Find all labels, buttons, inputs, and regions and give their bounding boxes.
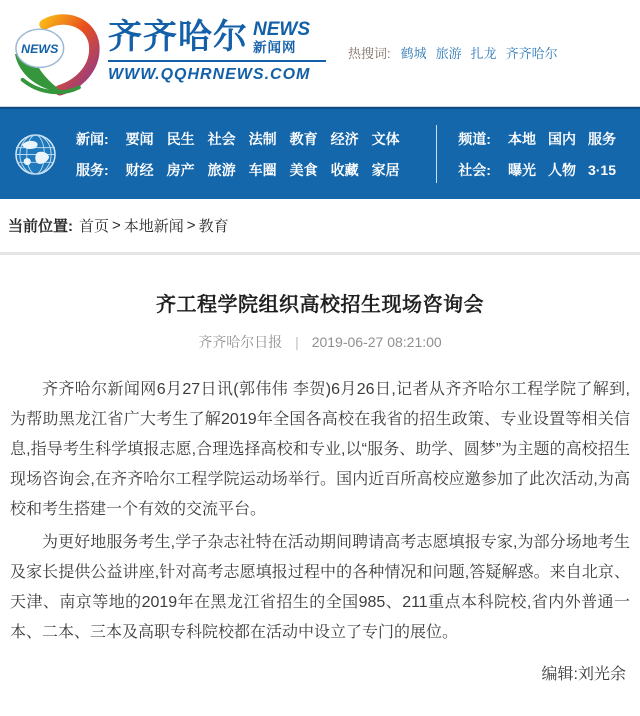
nav-item[interactable]: 服务 xyxy=(587,130,616,147)
nav-row-service xyxy=(76,160,400,180)
nav-label-channel: 频道: xyxy=(458,130,491,147)
brand-divider xyxy=(108,60,326,62)
nav-item[interactable]: 教育 xyxy=(289,130,318,147)
site-name: 齐齐哈尔 xyxy=(108,18,248,56)
nav-row-channel xyxy=(458,129,628,149)
article-title: 齐工程学院组织高校招生现场咨询会 xyxy=(156,294,484,316)
brand-block xyxy=(108,20,326,84)
breadcrumb-separator: > xyxy=(112,217,121,234)
site-suffix-cn: 新闻网 xyxy=(253,40,297,55)
globe-icon xyxy=(14,133,57,176)
site-header xyxy=(0,0,640,107)
nav-item[interactable]: 财经 xyxy=(125,161,154,178)
article-datetime: 2019-06-27 08:21:00 xyxy=(311,334,442,350)
hot-search-term[interactable]: 齐齐哈尔 xyxy=(505,46,558,61)
nav-divider xyxy=(436,125,437,183)
nav-item[interactable]: 3·15 xyxy=(587,161,616,178)
article-paragraph: 为更好地服务考生,学子杂志社特在活动期间聘请高考志愿填报专家,为部分场地考生及家长提供公益讲座,针对高考志愿填报过程中的各种情况和问题,答疑解惑。来自北京、天津、南京等地的2019年在黑龙江省招生的全国985、211重点本科院校,省内外普通一本、二本、三本及高职专科院校都在活动中设立了专门的展位。 xyxy=(10,534,630,641)
breadcrumb-separator: > xyxy=(186,217,196,234)
site-url: WWW.QQHRNEWS.COM xyxy=(108,65,311,83)
nav-row-news xyxy=(76,129,400,149)
nav-item[interactable]: 车圈 xyxy=(248,161,277,178)
article-meta xyxy=(10,332,630,352)
hot-search-term[interactable]: 扎龙 xyxy=(470,46,497,61)
nav-item[interactable]: 人物 xyxy=(547,161,576,178)
nav-item[interactable]: 社会 xyxy=(207,130,236,147)
nav-left-rows xyxy=(76,129,400,180)
nav-item[interactable]: 经济 xyxy=(330,130,359,147)
article-body xyxy=(10,375,630,648)
hot-search-term[interactable]: 旅游 xyxy=(435,46,462,61)
logo-badge-text: NEWS xyxy=(21,42,59,57)
nav-label-service: 服务: xyxy=(76,161,109,178)
site-logo[interactable] xyxy=(10,12,326,96)
nav-item[interactable]: 曝光 xyxy=(507,161,536,178)
nav-item[interactable]: 房产 xyxy=(166,161,195,178)
nav-item[interactable]: 旅游 xyxy=(207,161,236,178)
nav-item[interactable]: 国内 xyxy=(547,130,576,147)
nav-item[interactable]: 本地 xyxy=(507,130,536,147)
main-nav xyxy=(0,107,640,199)
nav-item[interactable]: 民生 xyxy=(166,130,195,147)
nav-right-group xyxy=(436,125,628,183)
nav-row-society xyxy=(458,160,628,180)
nav-item[interactable]: 文体 xyxy=(371,130,400,147)
nav-right-rows xyxy=(458,129,628,180)
breadcrumb-local-news[interactable]: 本地新闻 xyxy=(123,218,184,235)
article-editor: 编辑:刘光余 xyxy=(541,666,626,683)
breadcrumb-education[interactable]: 教育 xyxy=(198,218,229,235)
nav-item[interactable]: 家居 xyxy=(371,161,400,178)
hot-search xyxy=(348,43,567,62)
nav-label-society: 社会: xyxy=(458,161,491,178)
article-paragraph: 齐齐哈尔新闻网6月27日讯(郭伟伟 李贺)6月26日,记者从齐齐哈尔工程学院了解到,为帮助黑龙江省广大考生了解2019年全国各高校在我省的招生政策、专业设置等相关信息,指导考生科学填报志愿,合理选择高校和专业,以“服务、助学、圆梦”为主题的高校招生现场咨询会,在齐齐哈尔工程学院运动场举行。国内近百所高校应邀参加了此次活动,为高校和考生搭建一个有效的交流平台。 xyxy=(10,381,630,518)
site-logo-icon xyxy=(10,12,102,96)
meta-separator: | xyxy=(295,334,299,350)
hot-search-term[interactable]: 鹤城 xyxy=(400,46,427,61)
nav-item[interactable]: 美食 xyxy=(289,161,318,178)
nav-item[interactable]: 收藏 xyxy=(330,161,359,178)
breadcrumb-home[interactable]: 首页 xyxy=(79,218,110,235)
article xyxy=(0,288,640,684)
hot-search-label: 热搜词: xyxy=(348,46,391,61)
nav-item[interactable]: 法制 xyxy=(248,130,277,147)
site-suffix-en: NEWS xyxy=(253,19,310,40)
breadcrumb-label: 当前位置: xyxy=(8,218,73,235)
breadcrumb xyxy=(0,199,640,255)
nav-item[interactable]: 要闻 xyxy=(125,130,154,147)
nav-label-news: 新闻: xyxy=(76,130,109,147)
article-source: 齐齐哈尔日报 xyxy=(198,334,283,350)
